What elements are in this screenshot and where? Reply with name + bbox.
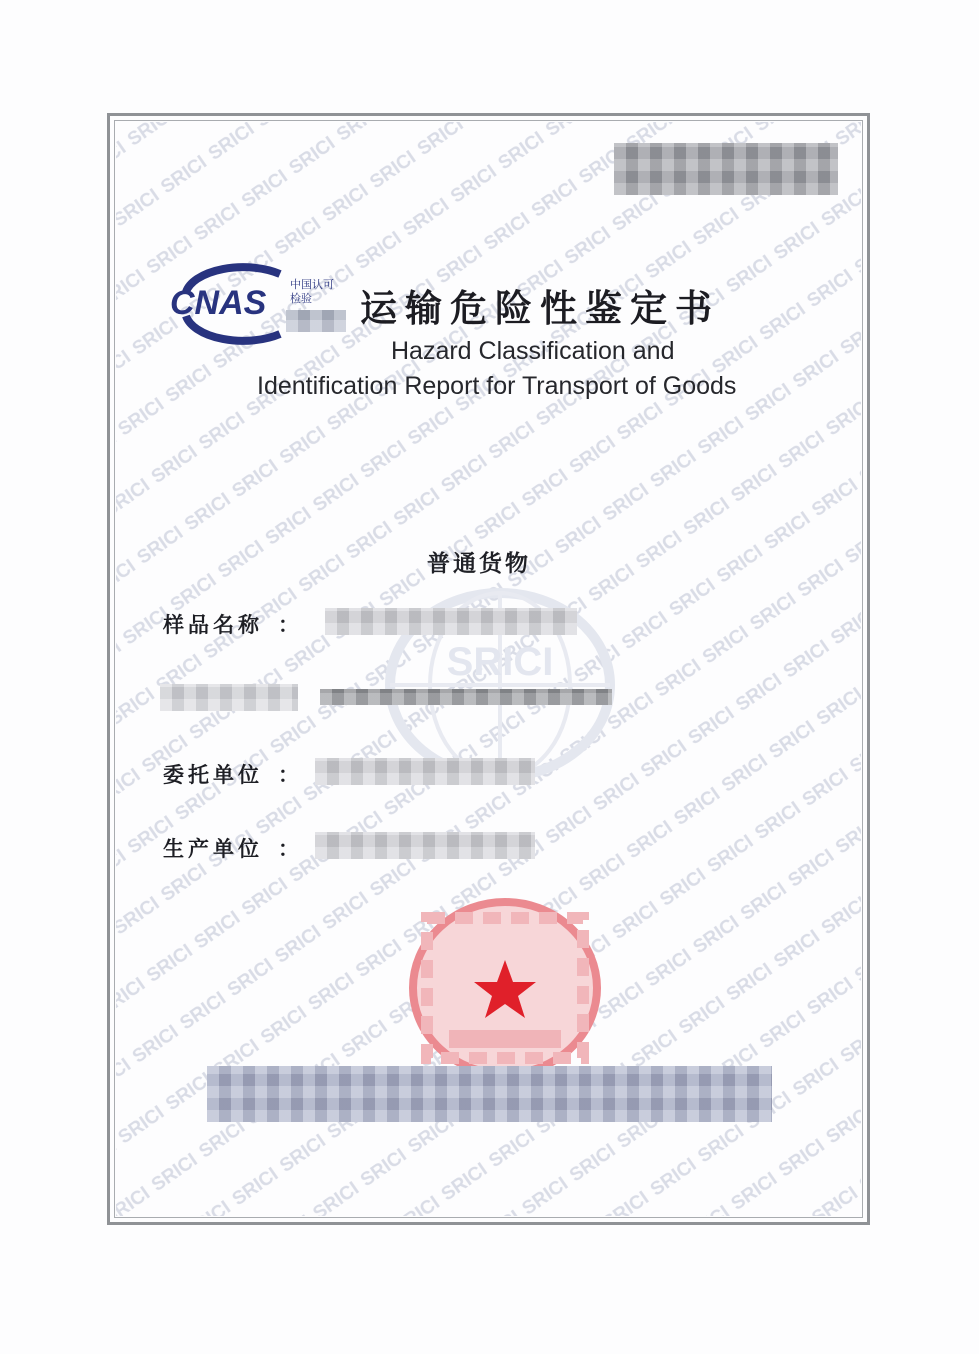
manufacturer-label: 生产单位 bbox=[163, 836, 263, 861]
logo-caption-2: 检验 bbox=[290, 292, 312, 305]
title-english-line-2: Identification Report for Transport of Goods bbox=[257, 372, 737, 400]
goods-category: 普通货物 bbox=[427, 550, 531, 577]
sample-name-value-redacted bbox=[325, 608, 577, 635]
sample-name-label: 样品名称 bbox=[163, 612, 263, 637]
issuing-organization-redacted bbox=[207, 1066, 772, 1122]
emblem-text: SRICI bbox=[446, 640, 554, 684]
title-english-line-1: Hazard Classification and bbox=[391, 337, 675, 365]
client-label: 委托单位 bbox=[163, 762, 263, 787]
report-number-redacted bbox=[614, 143, 838, 195]
logo-brand: CNAS bbox=[170, 284, 267, 322]
manufacturer-value-redacted bbox=[315, 832, 535, 859]
title-chinese: 运输危险性鉴定书 bbox=[360, 286, 720, 330]
sample-name-colon: ： bbox=[278, 612, 299, 637]
srici-emblem-icon bbox=[365, 575, 635, 785]
second-field-label-redacted bbox=[160, 684, 298, 711]
client-colon: ： bbox=[278, 762, 299, 787]
logo-caption-1: 中国认可 bbox=[290, 278, 334, 291]
manufacturer-colon: ： bbox=[278, 836, 299, 861]
official-seal-icon bbox=[407, 898, 603, 1078]
client-value-redacted bbox=[315, 758, 535, 785]
cnas-logo-icon bbox=[168, 258, 348, 348]
second-field-value-redacted bbox=[320, 689, 612, 705]
logo-number-redacted bbox=[286, 310, 346, 332]
